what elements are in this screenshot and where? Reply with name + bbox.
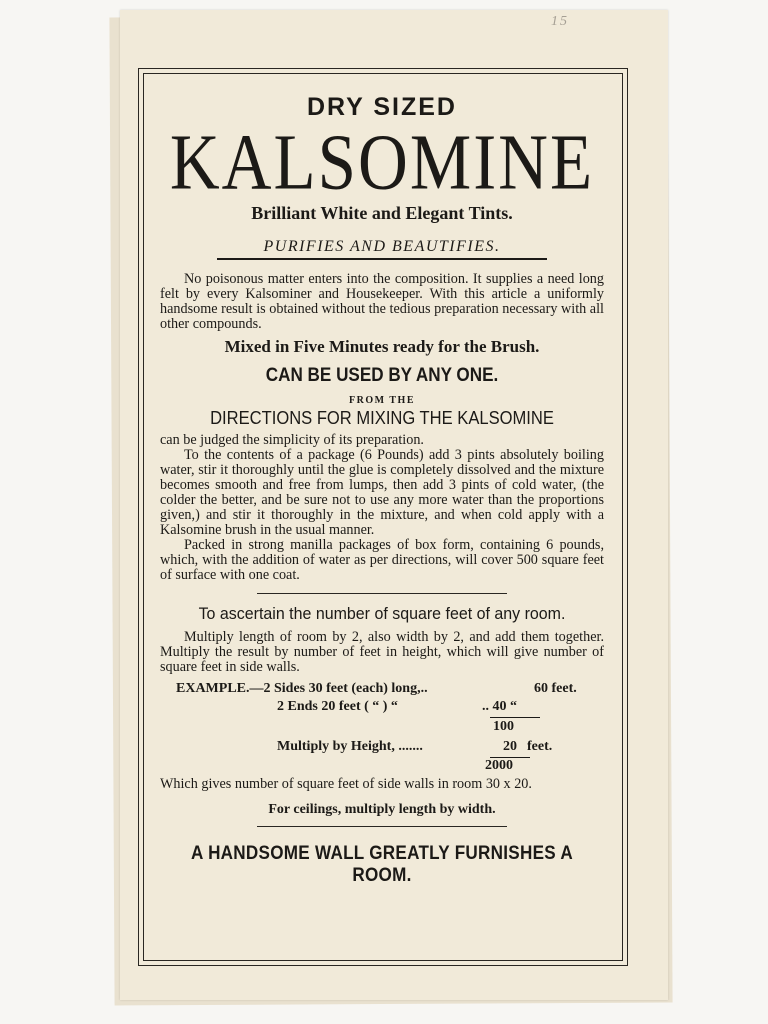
directions-paragraph-2: To the contents of a package (6 Pounds) add 3 pints absolutely boiling water, stir it thoroughly until the glue is completely dissolved and the mixture becomes smooth and free from lumps, then add 3 pints of cold water, (the colder the better, and be sure not to use any more water than the proportions given,) and stir it thoroughly in the mixture, and when cold apply with a Kalsomine brush in the usual manner. xyxy=(160,447,604,538)
example-value-1: 60 feet. xyxy=(534,681,577,696)
example-value-2: .. 40 “ xyxy=(482,699,517,714)
dry-sized-heading: DRY SIZED xyxy=(307,93,457,121)
pencil-note: 15 xyxy=(551,14,569,29)
example-line-2: 2 Ends 20 feet ( “ ) “ xyxy=(277,699,398,714)
motto: PURIFIES AND BEAUTIFIES. xyxy=(217,238,547,260)
directions-paragraph-3: Packed in strong manilla packages of box form, containing 6 pounds, which, with the addition of water as per directions, will cover 500 square feet of surface with one coat. xyxy=(160,537,604,583)
final-slogan: A HANDSOME WALL GREATLY FURNISHES A ROOM. xyxy=(191,843,573,886)
multiply-paragraph: Multiply length of room by 2, also width by 2, and add them together. Multiply the result by number of feet in height, which will give number of square feet in side walls. xyxy=(160,629,604,675)
kalsomine-title: KALSOMINE xyxy=(169,118,595,206)
tagline: Brilliant White and Elegant Tints. xyxy=(251,203,513,223)
from-the-label: FROM THE xyxy=(349,395,415,406)
ceilings-line: For ceilings, multiply length by width. xyxy=(268,802,496,817)
can-be-used-heading: CAN BE USED BY ANY ONE. xyxy=(265,365,499,386)
directions-paragraph-1: can be judged the simplicity of its preparation. xyxy=(160,432,424,448)
directions-heading: DIRECTIONS FOR MIXING THE KALSOMINE xyxy=(210,408,554,428)
square-feet-heading: To ascertain the number of square feet of any room. xyxy=(198,604,566,623)
example-line-1: EXAMPLE.—2 Sides 30 feet (each) long,.. xyxy=(176,681,428,696)
example-line-3: Multiply by Height, ....... xyxy=(277,739,423,754)
handbill-content xyxy=(146,76,618,887)
example-height: 20 xyxy=(503,739,517,754)
example-feet: feet. xyxy=(527,739,553,754)
divider-rule-2 xyxy=(257,826,507,827)
example-total: 2000 xyxy=(485,758,513,773)
example-calculation xyxy=(146,681,618,777)
which-gives-paragraph: Which gives number of square feet of side walls in room 30 x 20. xyxy=(160,776,532,792)
example-sum: 100 xyxy=(493,719,514,734)
mixed-heading: Mixed in Five Minutes ready for the Brush. xyxy=(224,337,540,356)
divider-rule xyxy=(257,593,507,594)
sum-rule xyxy=(490,717,540,718)
intro-paragraph: No poisonous matter enters into the composition. It supplies a need long felt by every Kalsominer and Housekeeper. With this article a uniformly handsome result is obtained without the tedious preparation necessary with all other compounds. xyxy=(160,271,604,332)
